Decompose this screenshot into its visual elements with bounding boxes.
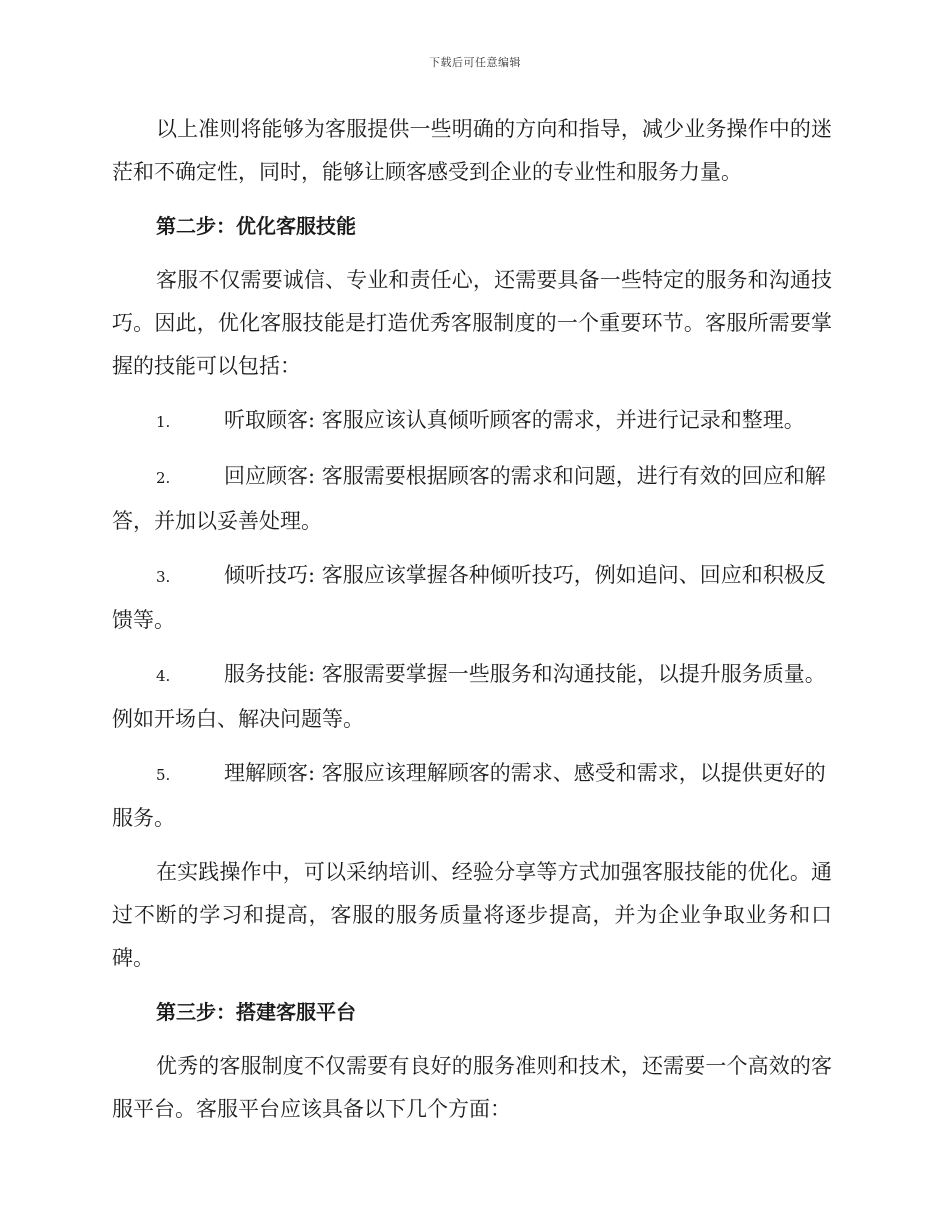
- list-item-number: 5.: [156, 766, 171, 784]
- list-item-text: 理解顾客: 客服应该理解顾客的需求、感受和需求，以提供更好的服务。: [112, 761, 826, 830]
- list-item-number: 3.: [156, 568, 171, 586]
- list-item-text: 服务技能: 客服需要掌握一些服务和沟通技能，以提升服务质量。例如开场白、解决问题等。: [112, 662, 826, 731]
- paragraph-skills-intro: 客服不仅需要诚信、专业和责任心，还需要具备一些特定的服务和沟通技巧。因此，优化客服技能是打造优秀客服制度的一个重要环节。客服所需要掌握的技能可以包括：: [112, 268, 832, 378]
- heading-step-three: 第三步：搭建客服平台: [156, 1000, 356, 1024]
- paragraph-skills-practice: 在实践操作中，可以采纳培训、经验分享等方式加强客服技能的优化。通过不断的学习和提高，客服的服务质量将逐步提高，并为企业争取业务和口碑。: [112, 860, 832, 970]
- list-item: [112, 752, 832, 840]
- list-item-text: 倾听技巧: 客服应该掌握各种倾听技巧，例如追问、回应和积极反馈等。: [112, 563, 826, 632]
- list-item: [112, 653, 832, 741]
- list-item-number: 2.: [156, 469, 171, 487]
- heading-step-two: 第二步：优化客服技能: [156, 214, 356, 238]
- list-item: [112, 455, 832, 543]
- list-item-number: 1.: [156, 413, 171, 431]
- list-item: [112, 399, 832, 444]
- list-item-number: 4.: [156, 667, 171, 685]
- document-body: [112, 108, 832, 1142]
- list-item-text: 听取顾客: 客服应该认真倾听顾客的需求，并进行记录和整理。: [224, 408, 805, 432]
- paragraph-guidelines-summary: 以上准则将能够为客服提供一些明确的方向和指导，减少业务操作中的迷茫和不确定性，同时，能够让顾客感受到企业的专业性和服务力量。: [112, 117, 832, 184]
- page-header: 下载后可任意编辑: [429, 56, 521, 69]
- paragraph-platform-intro: 优秀的客服制度不仅需要有良好的服务准则和技术，还需要一个高效的客服平台。客服平台应该具备以下几个方面：: [112, 1054, 832, 1121]
- list-item-text: 回应顾客: 客服需要根据顾客的需求和问题，进行有效的回应和解答，并加以妥善处理。: [112, 464, 826, 533]
- list-item: [112, 554, 832, 642]
